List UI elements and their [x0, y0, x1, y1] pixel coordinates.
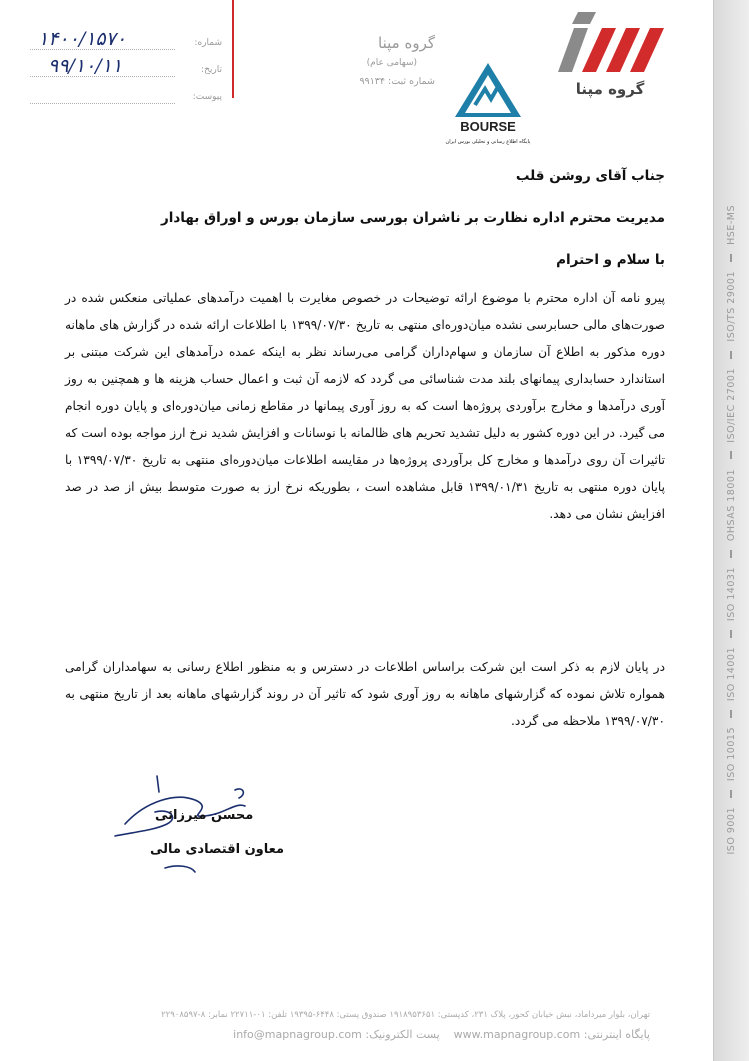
certification-list [720, 205, 742, 855]
signature-stroke [115, 776, 245, 872]
footer-website: www.mapnagroup.com [453, 1028, 581, 1041]
recipient: جناب آقای روشن قلب [515, 168, 665, 184]
footer-contact [150, 1028, 650, 1041]
cert-iso-14031: ISO 14031 [725, 566, 737, 621]
bourse-logo [433, 55, 543, 155]
recipient-department: مدیریت محترم اداره نظارت بر ناشران بورسی سازمان بورس و اوراق بهادار [160, 210, 665, 226]
cert-iso-9001: ISO 9001 [725, 807, 737, 855]
meta-date-row [30, 57, 230, 84]
registration-number: شماره ثبت: ۹۹۱۳۴ [359, 76, 435, 87]
cert-iso-ts-29001: ISO/TS 29001 [725, 270, 737, 342]
company-info [285, 34, 435, 87]
bourse-logo-subtitle: پایگاه اطلاع رسانی و تحلیلی بورس ایران [445, 139, 531, 145]
cert-separator [730, 351, 732, 359]
handwritten-signature [95, 772, 275, 882]
body-paragraph-1: پیرو نامه آن اداره محترم با موضوع ارائه توضیحات در خصوص مغایرت با اهمیت درآمدهای عملیاتی منعکس شده در صورت‌های مالی حسابرسی نشده میان‌دوره‌ای منتهی به تاریخ ۱۳۹۹/۰۷/۳۰ با اطلاعات ارائه شده در گزارش های ماهانه دوره مذکور به اطلاع آن سازمان و سهام‌داران گرامی می‌رساند نظر به اینکه عمده درآمدهای این شرکت مبتنی بر استاندارد حسابداری پیمانهای بلند مدت شناسائی می گردد که لازمه آن ثبت و اعمال حساب هزینه ها و همچنین به روز آوری درآمدها و مخارج برآوردی پروژه‌ها است که به روز آوری پیمانها در مقاطع زمانی میان‌دوره‌ای و پایان دوره انجام می گیرد. در این دوره کشور به دلیل تشدید تحریم های ظالمانه با نوسانات و افزایش شدید نرخ ارز مواجه بوده است که تاثیرات آن روی درآمدها و مخارج کل برآوردی پروژه‌ها در مقایسه اطلاعات میان‌دوره‌ای منتهی به تاریخ ۱۳۹۹/۰۷/۳۰ با پایان دوره منتهی به تاریخ ۱۳۹۹/۰۱/۳۱ قابل مشاهده است ، بطوریکه نرخ ارز به صورت متوسط بیش از صد در صد افزایش نشان می دهد. [65, 291, 666, 521]
body-paragraph-2: در پایان لازم به ذکر است این شرکت براساس اطلاعات در دسترس و به منظور اطلاع رسانی به سهامداران گرامی همواره تلاش نموده که گزارشهای ماهانه به روز آوری شود که تاثیر آن در روند گزارشهای ماهانه بعد از تاریخ منتهی به ۱۳۹۹/۰۷/۳۰ ملاحظه می گردد. [65, 660, 665, 728]
meta-attachment-label: پیوست: [192, 92, 222, 102]
signer-name: محسن میرزائی [155, 808, 254, 823]
cert-separator [730, 710, 732, 718]
cert-iso-iec-27001: ISO/IEC 27001 [725, 367, 737, 443]
company-type: (سهامی عام) [366, 58, 417, 68]
mapna-bar-icon [558, 28, 588, 72]
footer-email: info@mapnagroup.com [233, 1028, 362, 1041]
cert-separator [730, 550, 732, 558]
meta-number-label: شماره: [194, 38, 222, 48]
company-name: گروه مپنا [378, 34, 435, 52]
footer-website-label: پایگاه اینترنتی: [583, 1028, 650, 1041]
cert-ohsas-18001: OHSAS 18001 [725, 468, 737, 541]
footer-email-label: پست الکترونیک: [365, 1028, 440, 1041]
cert-iso-14001: ISO 14001 [725, 646, 737, 701]
letter-number: ۱۴۰۰/۱۵۷۰ [38, 28, 127, 50]
meta-line [30, 76, 175, 77]
letter-meta [30, 30, 230, 111]
mapna-logo [548, 10, 666, 100]
header-divider [232, 0, 234, 98]
letter-date: ۹۹/۱۰/۱۱ [48, 55, 123, 77]
footer-address: تهران، بلوار میرداماد، نبش خیابان کحور، پلاک ۲۳۱، کدپستی: ۱۹۱۸۹۵۳۶۵۱ صندوق پستی: ۶۴۴۸-۱۹۳۹۵ تلفن: ۰۱-۲۲۷۱۱ نمابر: ۸-۲۲۹۰۸۵۹۷ [161, 1010, 650, 1020]
signer-title: معاون اقتصادی مالی [150, 842, 285, 857]
bourse-logo-text: BOURSE [460, 119, 516, 134]
meta-attachment-row [30, 84, 230, 111]
meta-line [30, 103, 175, 104]
salutation: با سلام و احترام [556, 252, 665, 268]
cert-separator [730, 451, 732, 459]
mapna-logo-top [572, 12, 596, 24]
meta-number-row [30, 30, 230, 57]
cert-separator [730, 254, 732, 262]
cert-hse-ms: HSE-MS [725, 205, 737, 245]
cert-separator [730, 790, 732, 798]
meta-date-label: تاریخ: [201, 65, 222, 75]
cert-separator [730, 630, 732, 638]
meta-line [30, 49, 175, 50]
mapna-logo-text: گروه مپنا [575, 80, 645, 98]
cert-iso-10015: ISO 10015 [725, 727, 737, 782]
